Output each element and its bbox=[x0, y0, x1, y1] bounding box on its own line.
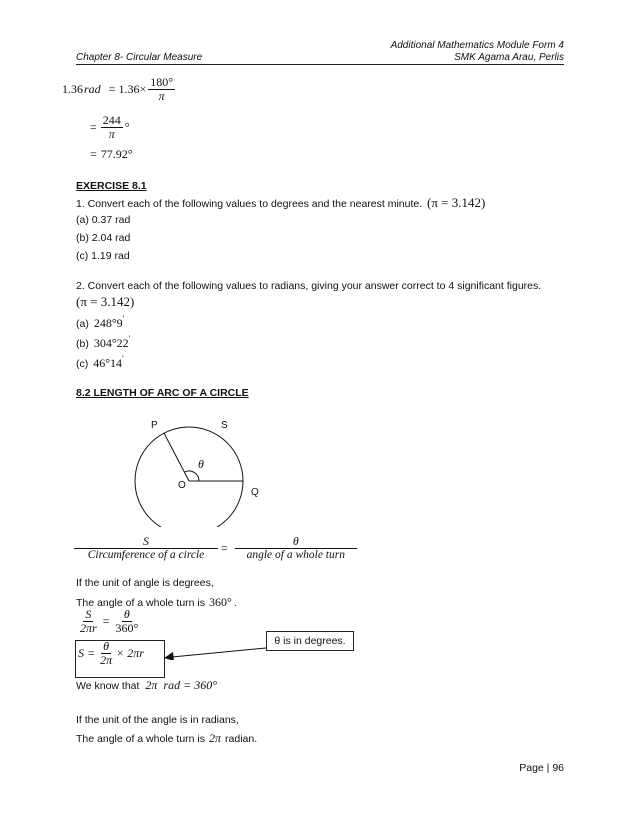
arc-ratio-equation bbox=[76, 535, 355, 562]
eq1-right-num: θ bbox=[123, 607, 130, 621]
eq1-left-num: S bbox=[85, 607, 92, 621]
degree-note-box bbox=[266, 631, 354, 651]
label-p: P bbox=[151, 420, 158, 431]
known-relation bbox=[76, 678, 217, 693]
whole-turn-radians-text: The angle of a whole turn is bbox=[76, 733, 205, 745]
eq1-right bbox=[113, 608, 140, 636]
degrees-condition: If the unit of angle is degrees, bbox=[76, 577, 214, 589]
q2-item-c bbox=[76, 356, 124, 371]
arrow-line bbox=[172, 648, 266, 657]
whole-turn-radians-unit: radian. bbox=[225, 733, 258, 745]
q2-item-b-value: 304°22 bbox=[93, 336, 129, 350]
label-theta: θ bbox=[198, 457, 204, 471]
q1-item-c: (c) 1.19 rad bbox=[76, 250, 130, 262]
radius-op bbox=[164, 433, 189, 481]
eq1-left bbox=[78, 608, 99, 636]
label-q: Q bbox=[251, 487, 259, 498]
label-s: S bbox=[221, 420, 228, 431]
whole-turn-degrees-period: . bbox=[233, 597, 237, 609]
example-result: 77.92° bbox=[100, 147, 133, 161]
circle-diagram bbox=[125, 412, 285, 527]
ratio-right-den: angle of a whole turn bbox=[246, 549, 345, 562]
example-lhs: 1.36 bbox=[62, 82, 83, 97]
eq2-den: 2π bbox=[100, 653, 113, 668]
whole-turn-degrees-value: 360° bbox=[209, 595, 232, 609]
ratio-right-num: θ bbox=[235, 535, 357, 549]
q2-item-c-label: (c) bbox=[76, 358, 89, 370]
example-degree: ° bbox=[124, 120, 130, 135]
worked-example-line1 bbox=[62, 76, 175, 104]
eq2-lhs: S = bbox=[78, 646, 96, 661]
whole-turn-degrees-text: The angle of a whole turn is bbox=[76, 597, 205, 609]
circle bbox=[135, 427, 243, 527]
example-equals-3: = bbox=[90, 147, 97, 161]
section-title: 8.2 LENGTH OF ARC OF A CIRCLE bbox=[76, 387, 249, 399]
question-1-pi: (π = 3.142) bbox=[427, 195, 486, 210]
q2-item-c-prime: ' bbox=[122, 354, 124, 363]
example-fraction-1 bbox=[148, 76, 175, 104]
arrow-head bbox=[164, 652, 174, 660]
example-fraction-2 bbox=[101, 114, 123, 142]
question-2-pi: (π = 3.142) bbox=[76, 294, 135, 309]
q2-item-a-value: 248°9 bbox=[93, 316, 123, 330]
eq1-left-den: 2πr bbox=[80, 621, 97, 636]
arc-length-formula bbox=[78, 640, 144, 668]
fraction-1-denominator: π bbox=[158, 89, 165, 104]
exercise-title: EXERCISE 8.1 bbox=[76, 180, 147, 192]
ratio-left-den: Circumference of a circle bbox=[87, 549, 205, 562]
q2-item-a-label: (a) bbox=[76, 318, 89, 330]
label-o: O bbox=[178, 480, 186, 491]
q2-item-b bbox=[76, 336, 130, 351]
header-divider bbox=[76, 64, 564, 65]
example-factor: 1.36× bbox=[118, 82, 147, 97]
note-arrow bbox=[160, 640, 270, 660]
ratio-left bbox=[76, 535, 216, 562]
header-chapter: Chapter 8- Circular Measure bbox=[76, 52, 203, 63]
q2-item-a bbox=[76, 316, 124, 331]
degree-equation-1 bbox=[78, 608, 140, 636]
whole-turn-radians bbox=[76, 731, 257, 746]
eq2-rhs: × 2πr bbox=[116, 646, 144, 661]
whole-turn-radians-value: 2π bbox=[209, 731, 222, 745]
q2-item-a-prime: ' bbox=[122, 314, 125, 323]
ratio-left-num: S bbox=[74, 535, 218, 549]
page-number: Page | 96 bbox=[519, 762, 564, 774]
question-2: 2. Convert each of the following values to radians, giving your answer correct to 4 significant figures. bbox=[76, 280, 542, 292]
worked-example-line3 bbox=[90, 147, 133, 162]
ratio-equals: = bbox=[221, 541, 228, 556]
q2-item-c-value: 46°14 bbox=[93, 356, 123, 370]
example-rad: rad bbox=[84, 82, 101, 97]
eq1-equals: = bbox=[102, 614, 110, 629]
header-module-title: Additional Mathematics Module Form 4 bbox=[390, 40, 564, 51]
q2-item-b-label: (b) bbox=[76, 338, 89, 350]
eq2-fraction bbox=[98, 640, 114, 668]
example-equals-2: = bbox=[90, 120, 97, 135]
eq1-right-den: 360° bbox=[115, 621, 139, 636]
question-1: 1. Convert each of the following values to degrees and the nearest minute. bbox=[76, 198, 423, 210]
ratio-right bbox=[237, 535, 355, 562]
fraction-2-denominator: π bbox=[108, 127, 115, 142]
known-relation-formula: 2π rad = 360° bbox=[145, 678, 217, 692]
q2-item-b-prime: ' bbox=[128, 334, 131, 343]
q1-item-a: (a) 0.37 rad bbox=[76, 214, 131, 226]
known-relation-text: We know that bbox=[76, 680, 140, 692]
worked-example-line2 bbox=[90, 114, 130, 142]
degree-note: θ is in degrees. bbox=[274, 635, 346, 647]
eq2-num: θ bbox=[103, 639, 110, 653]
radians-condition: If the unit of the angle is in radians, bbox=[76, 714, 239, 726]
q1-item-b: (b) 2.04 rad bbox=[76, 232, 131, 244]
example-equals: = bbox=[108, 82, 116, 97]
fraction-2-numerator: 244 bbox=[102, 113, 121, 127]
header-school: SMK Agama Arau, Perlis bbox=[454, 52, 564, 63]
fraction-1-numerator: 180° bbox=[150, 75, 174, 89]
